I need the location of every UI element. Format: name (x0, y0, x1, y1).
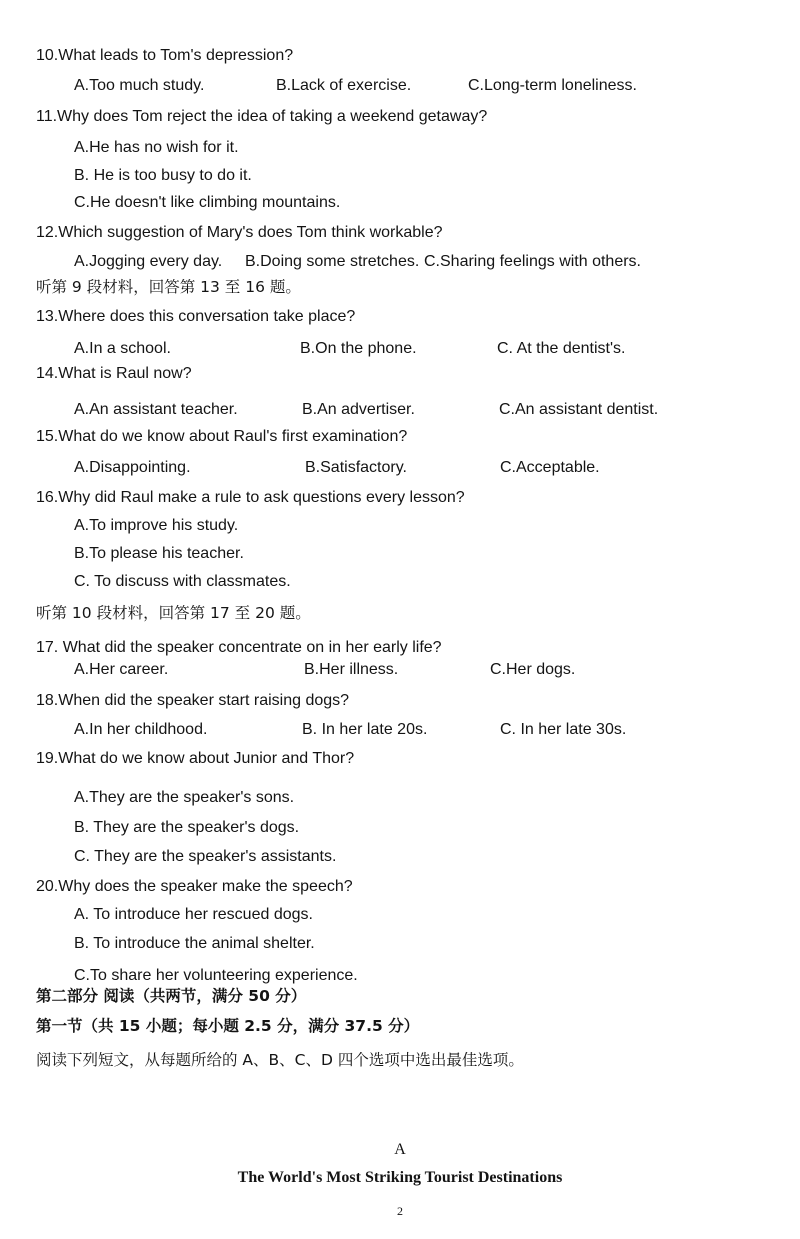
question-stem: 11.Why does Tom reject the idea of taking a weekend getaway? (36, 108, 488, 125)
page-number: 2 (397, 1204, 403, 1218)
option-a: A.Jogging every day. (74, 253, 223, 270)
question-stem: 15.What do we know about Raul's first examination? (36, 428, 408, 445)
question-stem: 10.What leads to Tom's depression? (36, 47, 294, 64)
question-stem: 19.What do we know about Junior and Thor? (36, 750, 355, 767)
part-heading: 第二部分 阅读（共两节，满分 50 分） (36, 987, 307, 1005)
option-c: C.An assistant dentist. (499, 401, 659, 418)
option-a: A.Disappointing. (74, 459, 191, 476)
option-b: B.To please his teacher. (74, 545, 244, 562)
option-a: A.An assistant teacher. (74, 401, 238, 418)
passage-letter: A (394, 1141, 406, 1158)
option-b: B.Satisfactory. (305, 459, 407, 476)
question-stem: 14.What is Raul now? (36, 365, 192, 382)
option-a: A. To introduce her rescued dogs. (74, 906, 313, 923)
option-b: B.Her illness. (304, 661, 399, 678)
option-c: C.Long-term loneliness. (468, 77, 637, 94)
question-stem: 16.Why did Raul make a rule to ask questions every lesson? (36, 489, 465, 506)
option-a: A.They are the speaker's sons. (74, 789, 295, 806)
option-c: C.Her dogs. (490, 661, 576, 678)
question-stem: 17. What did the speaker concentrate on in her early life? (36, 639, 442, 656)
passage-title: The World's Most Striking Tourist Destinations (237, 1169, 563, 1186)
listening-instruction: 听第 9 段材料，回答第 13 至 16 题。 (36, 278, 301, 296)
question-stem: 13.Where does this conversation take place? (36, 308, 356, 325)
section-heading: 第一节（共 15 小题；每小题 2.5 分，满分 37.5 分） (36, 1017, 420, 1035)
option-c: C.Sharing feelings with others. (424, 253, 641, 270)
option-b: B. To introduce the animal shelter. (74, 935, 315, 952)
option-a: A.In her childhood. (74, 721, 208, 738)
option-a: A.In a school. (74, 340, 171, 357)
question-stem: 12.Which suggestion of Mary's does Tom think workable? (36, 224, 443, 241)
option-c: C. They are the speaker's assistants. (74, 848, 337, 865)
option-b: B. They are the speaker's dogs. (74, 819, 300, 836)
option-b: B.Lack of exercise. (276, 77, 412, 94)
option-c: C.To share her volunteering experience. (74, 967, 358, 984)
option-a: A.He has no wish for it. (74, 139, 239, 156)
question-stem: 18.When did the speaker start raising dogs? (36, 692, 350, 709)
option-a: A.To improve his study. (74, 517, 239, 534)
option-a: A.Too much study. (74, 77, 205, 94)
question-stem: 20.Why does the speaker make the speech? (36, 878, 353, 895)
option-b: B. He is too busy to do it. (74, 167, 252, 184)
option-c: C. In her late 30s. (500, 721, 627, 738)
option-b: B.On the phone. (300, 340, 417, 357)
option-b: B.An advertiser. (302, 401, 415, 418)
option-c: C.Acceptable. (500, 459, 600, 476)
option-c: C. To discuss with classmates. (74, 573, 291, 590)
option-b: B. In her late 20s. (302, 721, 428, 738)
option-b: B.Doing some stretches. (245, 253, 420, 270)
option-c: C.He doesn't like climbing mountains. (74, 194, 341, 211)
option-a: A.Her career. (74, 661, 169, 678)
option-c: C. At the dentist's. (497, 340, 626, 357)
listening-instruction: 听第 10 段材料，回答第 17 至 20 题。 (36, 604, 311, 622)
reading-directions: 阅读下列短文，从每题所给的 A、B、C、D 四个选项中选出最佳选项。 (36, 1051, 524, 1069)
